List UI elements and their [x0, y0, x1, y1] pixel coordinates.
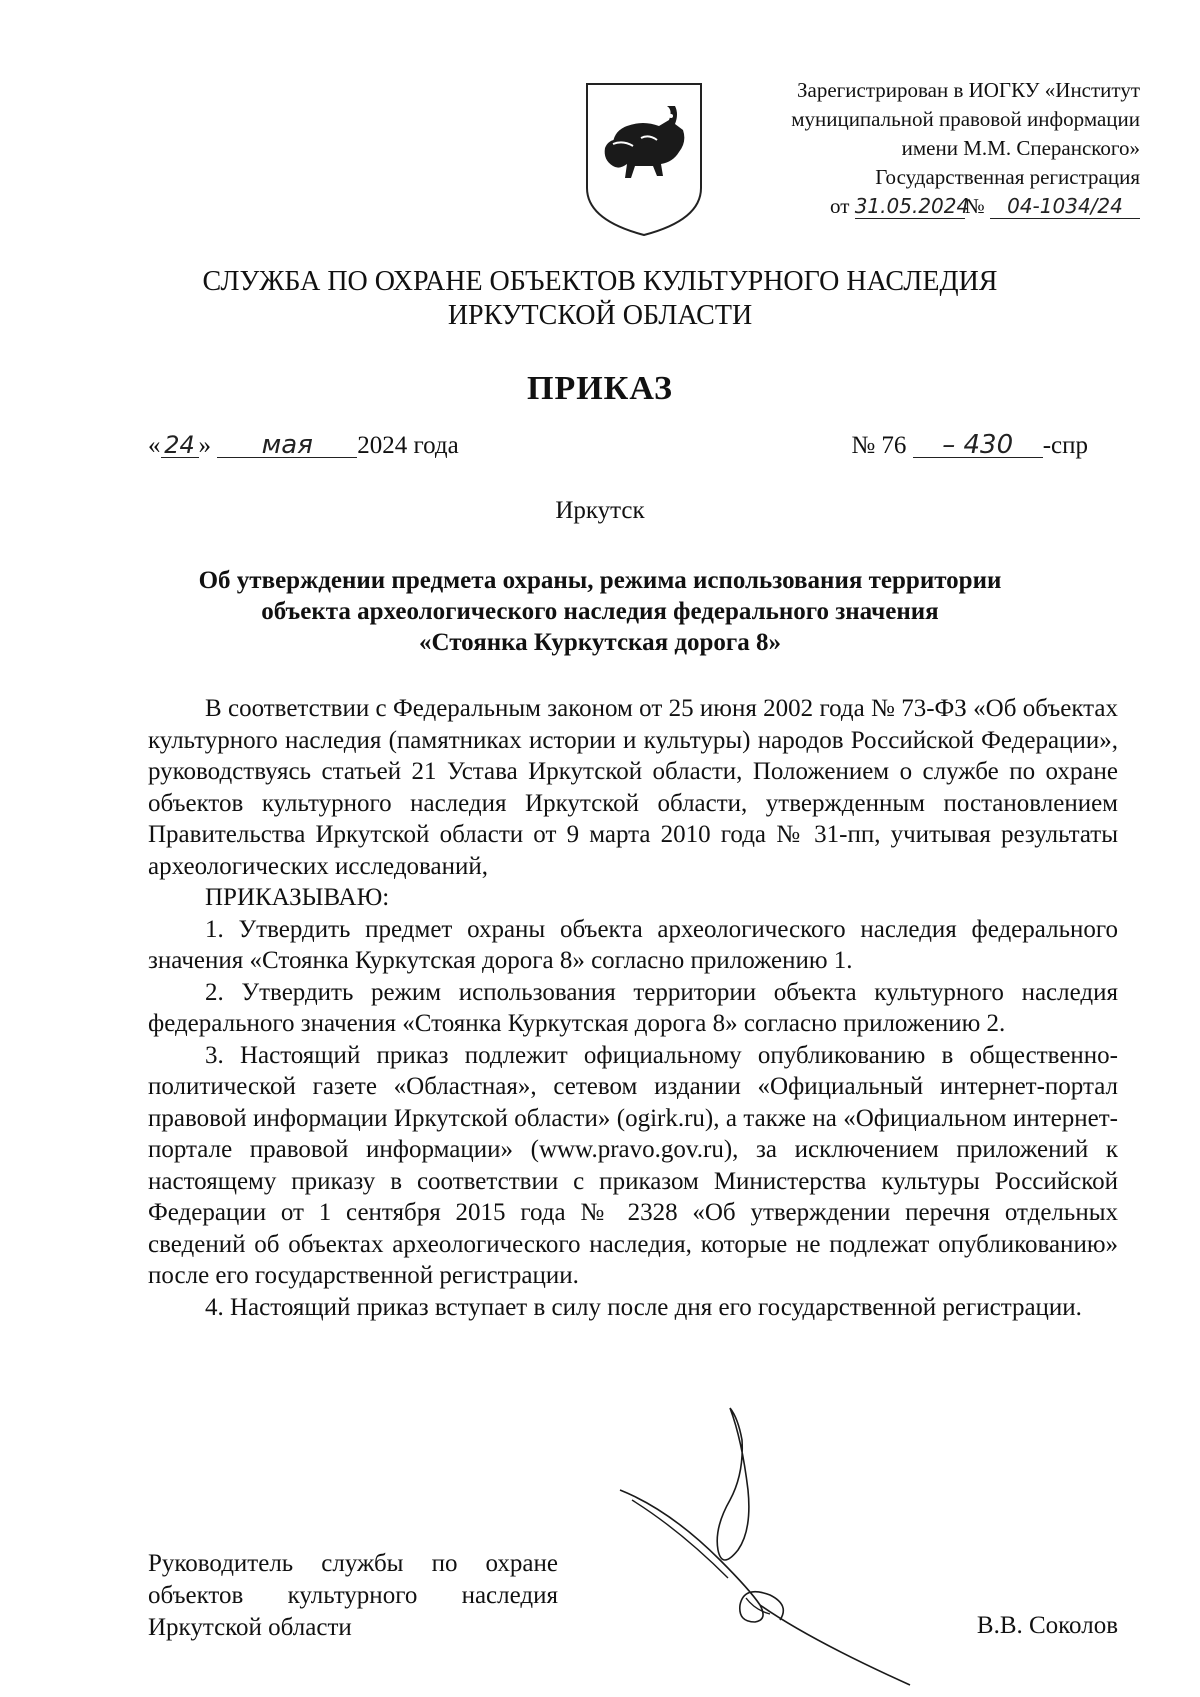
order-date-close-quote: » — [198, 432, 211, 459]
registration-date-row — [700, 192, 1140, 221]
subject-line-1: Об утверждении предмета охраны, режима использования территории — [198, 567, 1002, 594]
agency-name-line-2: ИРКУТСКОЙ ОБЛАСТИ — [447, 300, 753, 331]
signatory-title-line-2: объектов культурного наследия — [148, 1582, 558, 1609]
handwritten-signature — [610, 1400, 940, 1690]
signatory-title-line-3: Иркутской области — [148, 1614, 352, 1641]
registration-line-1: Зарегистрирован в ИОГКУ «Институт — [796, 78, 1140, 102]
registration-number: 04-1034/24 — [990, 194, 1140, 219]
order-word: ПРИКАЗЫВАЮ: — [205, 884, 390, 911]
signatory-title-line-1: Руководитель службы по охране — [148, 1550, 558, 1577]
order-date-day: 24 — [161, 433, 199, 458]
registration-line-3: имени М.М. Сперанского» — [901, 136, 1140, 160]
registration-from-label: от — [830, 194, 850, 218]
registration-number-label: № — [964, 194, 985, 218]
signatory-title — [148, 1548, 558, 1644]
order-number-handwritten: – 430 — [913, 433, 1043, 458]
order-number-prefix: № 76 — [851, 432, 907, 459]
registration-line-4: Государственная регистрация — [875, 165, 1140, 189]
agency-name — [0, 265, 1200, 333]
order-number-suffix: -спр — [1042, 432, 1088, 459]
preamble-paragraph: В соответствии с Федеральным законом от 25 июня 2002 года № 73-ФЗ «Об объектах культурного наследия (памятниках истории и культуры) народов Российской Федерации», руководствуясь статьей 21 Устава Иркутской области, Положением о службе по охране объектов культурного наследия Иркутской области, утвержденным постановлением Правительства Иркутской области от 9 марта 2010 года № 31-пп, учитывая результаты археологических исследований, — [148, 695, 1118, 880]
order-number — [851, 432, 1088, 460]
city: Иркутск — [555, 497, 645, 524]
subject-line-2: объекта археологического наследия федерального значения — [261, 598, 939, 625]
order-subject — [180, 565, 1020, 658]
order-date-year: 2024 года — [357, 432, 459, 459]
agency-name-line-1: СЛУЖБА ПО ОХРАНЕ ОБЪЕКТОВ КУЛЬТУРНОГО НАСЛЕДИЯ — [202, 266, 998, 297]
signatory-name: В.В. Соколов — [976, 1612, 1118, 1639]
registration-line-2: муниципальной правовой информации — [791, 107, 1140, 131]
order-item-4: 4. Настоящий приказ вступает в силу после дня его государственной регистрации. — [205, 1293, 1082, 1321]
irkutsk-coat-of-arms-icon — [583, 80, 705, 238]
document-type: ПРИКАЗ — [527, 370, 673, 407]
registration-date: 31.05.2024 — [854, 194, 970, 218]
order-date-month: мая — [217, 433, 357, 458]
order-date-open-quote: « — [148, 432, 161, 459]
order-body — [148, 693, 1118, 1323]
registration-block — [700, 76, 1140, 221]
order-date — [148, 432, 459, 460]
order-item-3: 3. Настоящий приказ подлежит официальному опубликованию в общественно-политической газете «Областная», сетевом издании «Официальный интернет-портал правовой информации Иркутской области» (ogirk.ru), а также на «Официальном интернет-портале правовой информации» (www.pravo.gov.ru), за исключением приложений к настоящему приказу в соответствии с приказом Министерства культуры Российской Федерации от 1 сентября 2015 года № 2328 «Об утверждении перечня отдельных сведений об объектах археологического наследия, которые не подлежат опубликованию» после его государственной регистрации. — [148, 1041, 1118, 1289]
order-item-1: 1. Утвердить предмет охраны объекта археологического наследия федерального значения «Стоянка Куркутская дорога 8» согласно приложению 1. — [148, 915, 1118, 974]
subject-line-3: «Стоянка Куркутская дорога 8» — [419, 629, 781, 656]
order-item-2: 2. Утвердить режим использования территории объекта культурного наследия федерального значения «Стоянка Куркутская дорога 8» согласно приложению 2. — [148, 978, 1118, 1037]
